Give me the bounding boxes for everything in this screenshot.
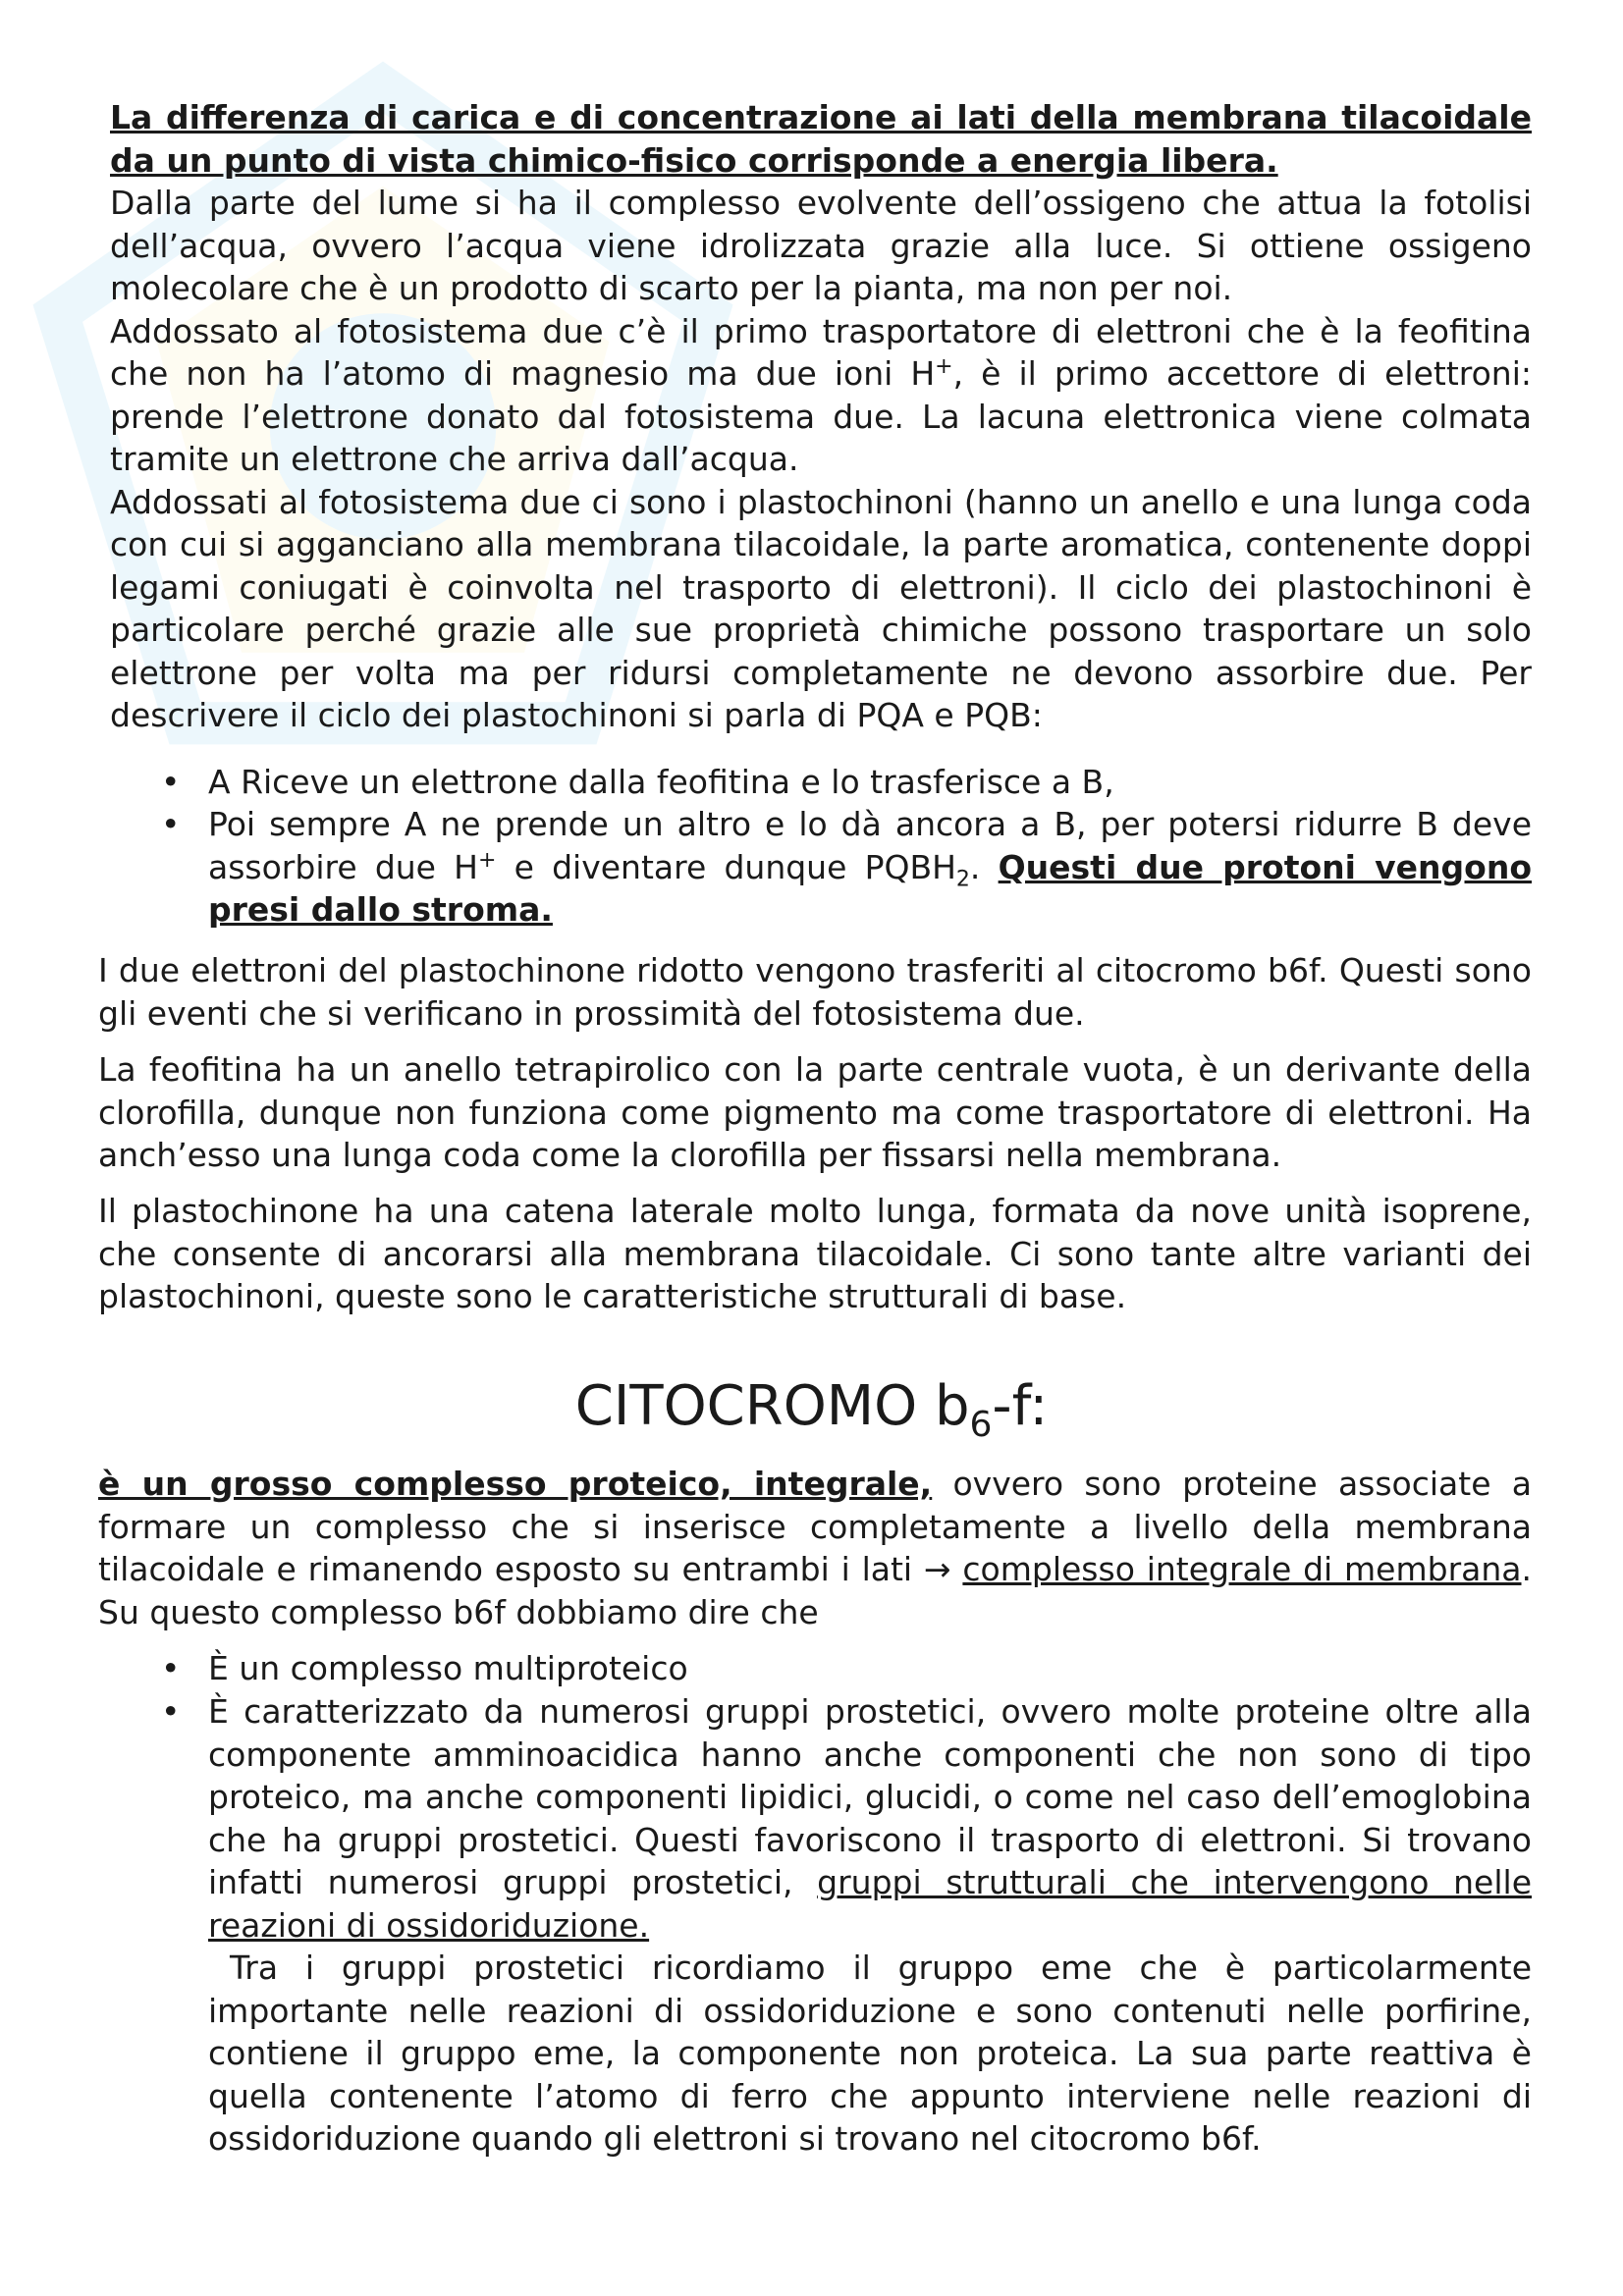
- list-item-text-c: .: [969, 847, 999, 886]
- citocromo-text: ovvero sono proteine associate a formare un complesso che si inserisce completamente a livello della membrana tilacoidale e rimanendo esposto su entrambi i lati: [98, 1465, 1532, 1588]
- citocromo-lead: è un grosso complesso proteico, integrale,: [98, 1465, 933, 1503]
- heading-text-a: CITOCROMO b: [574, 1374, 970, 1438]
- list-item-text: È caratterizzato da numerosi gruppi prostetici, ovvero molte proteine oltre alla componente amminoacidica hanno anche componenti che non sono di tipo proteico, ma anche componenti lipidici, glucidi, o come nel caso dell’emoglobina che ha gruppi prostetici. Questi favoriscono il trasporto di elettroni. Si trovano infatti numerosi gruppi prostetici,: [208, 1692, 1532, 1901]
- list-item-sup: +: [477, 847, 497, 873]
- section-heading: [0, 1372, 1623, 1446]
- list-item-bold: Questi due protoni vengono presi dallo stroma.: [208, 847, 1532, 929]
- plastochinoni-text: Addossati al fotosistema due ci sono i plastochinoni (hanno un anello e una lunga coda con cui si agganciano alla membrana tilacoidale, la parte aromatica, contenente doppi legami coniugati è coinvolta nel trasporto di elettroni). Il ciclo dei plastochinoni è particolare perché grazie alle sue proprietà chimiche possono trasportare un solo elettrone per volta ma per ridursi completamente ne devono assorbire due. Per descrivere il ciclo dei plastochinoni si parla di PQA e PQB:: [110, 482, 1532, 734]
- feofitina-text-a: Addossato al fotosistema due c’è il primo trasportatore di elettroni che è la feofitina che non ha l’atomo di magnesio ma due ioni H: [110, 311, 1532, 393]
- list-item: [208, 1647, 1532, 1690]
- feofitina-sup: +: [935, 354, 953, 379]
- paragraph-citocromo: [98, 1463, 1532, 1633]
- lead-statement: La differenza di carica e di concentrazione ai lati della membrana tilacoidale da un punto di vista chimico-fisico corrisponde a energia libera.: [110, 98, 1532, 180]
- list-item-underlined: gruppi strutturali che intervengono nelle reazioni di ossidoriduzione.: [208, 1863, 1532, 1945]
- list-item: [208, 761, 1532, 804]
- list-item-text: A Riceve un elettrone dalla feofitina e lo trasferisce a B,: [208, 763, 1114, 801]
- paragraph-feofitina: La feofitina ha un anello tetrapirolico con la parte centrale vuota, è un derivante della clorofilla, dunque non funziona come pigmento ma come trasportatore di elettroni. Ha anch’esso una lunga coda come la clorofilla per fissarsi nella membrana.: [98, 1050, 1532, 1174]
- heading-text-b: -f:: [992, 1374, 1049, 1438]
- intro-paragraph: [110, 96, 1532, 737]
- list-item-continuation: Tra i gruppi prostetici ricordiamo il gruppo eme che è particolarmente importante nelle reazioni di ossidoriduzione e sono contenuti nelle porfirine, contiene il gruppo eme, la componente non proteica. La sua parte reattiva è quella contenente l’atomo di ferro che appunto interviene nelle reazioni di ossidoriduzione quando gli elettroni si trovano nel citocromo b6f.: [208, 1949, 1532, 2158]
- citocromo-text-end: . Su questo complesso b6f dobbiamo dire che: [98, 1550, 1532, 1631]
- paragraph-electrons: I due elettroni del plastochinone ridotto vengono trasferiti al citocromo b6f. Questi sono gli eventi che si verificano in prossimità del fotosistema due.: [98, 951, 1532, 1033]
- list-item-text-b: e diventare dunque PQBH: [496, 847, 956, 886]
- citocromo-underlined: complesso integrale di membrana: [962, 1550, 1522, 1588]
- feofitina-text-b: , è il primo accettore di elettroni: prende l’elettrone donato dal fotosistema due. La lacuna elettronica viene colmata tramite un elettrone che arriva dall’acqua.: [110, 354, 1532, 478]
- list-item-text: È un complesso multiproteico: [208, 1649, 688, 1687]
- paragraph-plastochinone: Il plastochinone ha una catena laterale molto lunga, formata da nove unità isoprene, che consente di ancorarsi alla membrana tilacoidale. Ci sono tante altre varianti dei plastochinoni, queste sono le caratteristiche strutturali di base.: [98, 1192, 1532, 1315]
- list-item: [208, 1690, 1532, 2161]
- lumen-text: Dalla parte del lume si ha il complesso evolvente dell’ossigeno che attua la fotolisi dell’acqua, ovvero l’acqua viene idrolizzata grazie alla luce. Si ottiene ossigeno molecolare che è un prodotto di scarto per la pianta, ma non per noi.: [110, 184, 1532, 307]
- list-item-sub: 2: [955, 867, 970, 892]
- heading-sub: 6: [969, 1405, 993, 1446]
- list-item-text: Poi sempre A ne prende un altro e lo dà ancora a B, per potersi ridurre B deve assorbire due H: [208, 805, 1532, 886]
- arrow-icon: →: [923, 1550, 951, 1588]
- list-item: [208, 803, 1532, 932]
